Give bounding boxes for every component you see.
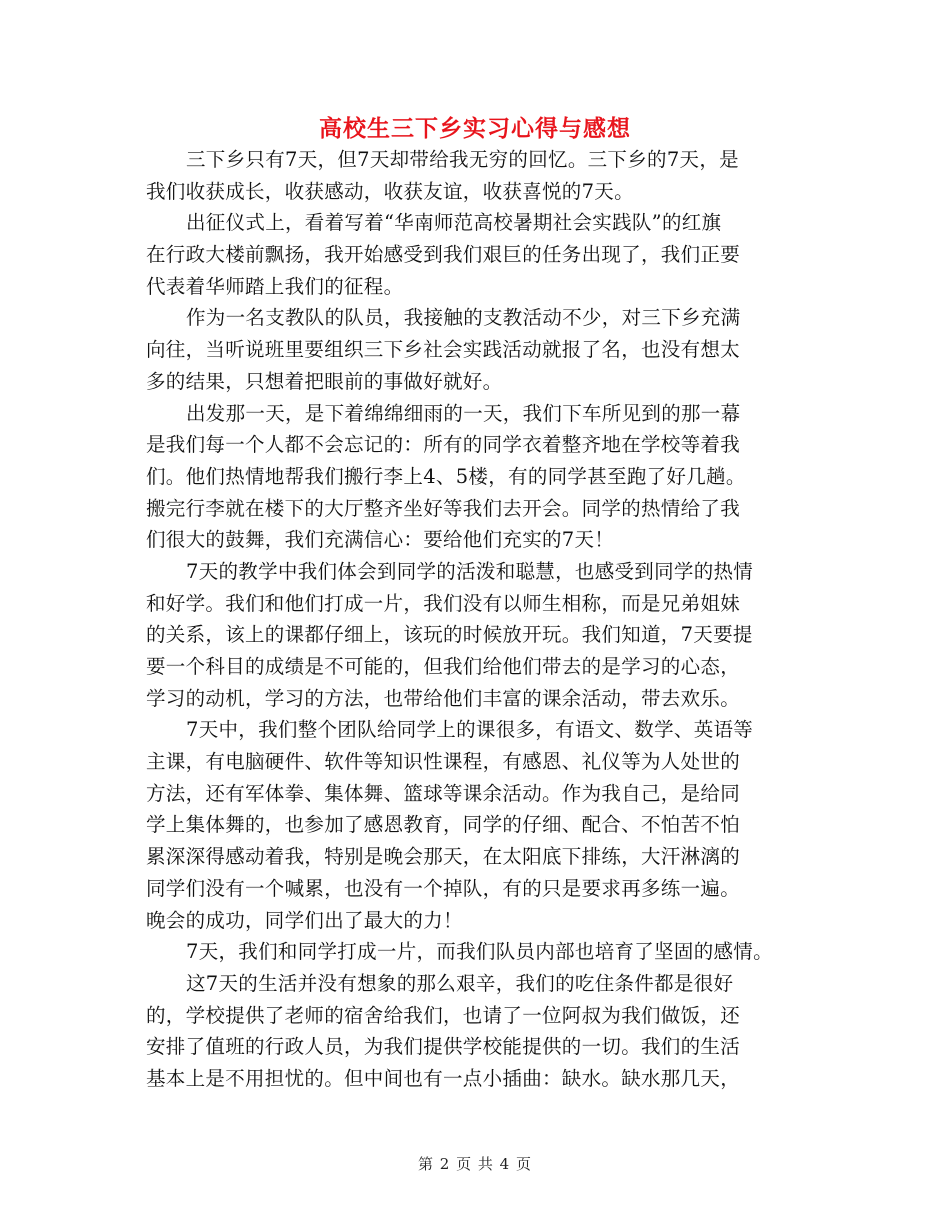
text-line: 学上集体舞的，也参加了感恩教育，同学的仔细、配合、不怕苦不怕 [146,813,741,837]
text-line: 是我们每一个人都不会忘记的：所有的同学衣着整齐地在学校等着我 [146,433,741,457]
text-line: 累深深得感动着我，特别是晚会那天，在太阳底下排练，大汗淋漓的 [146,845,741,869]
text-line: 们很大的鼓舞，我们充满信心：要给他们充实的7天！ [146,528,615,552]
text-line: 7天，我们和同学打成一片，而我们队员内部也培育了坚固的感情。 [186,940,773,964]
text-line: 作为一名支教队的队员，我接触的支教活动不少，对三下乡充满 [186,306,741,330]
text-line: 的关系，该上的课都仔细上，该玩的时候放开玩。我们知道，7天要提 [146,623,753,647]
text-line: 方法，还有军体拳、集体舞、篮球等课余活动。作为我自己，是给同 [146,781,741,805]
text-line: 搬完行李就在楼下的大厅整齐坐好等我们去开会。同学的热情给了我 [146,496,741,520]
text-line: 的，学校提供了老师的宿舍给我们，也请了一位阿叔为我们做饭，还 [146,1003,741,1027]
text-line: 出发那一天，是下着绵绵细雨的一天，我们下车所见到的那一幕 [186,401,741,425]
text-line: 们。他们热情地帮我们搬行李上4、5楼，有的同学甚至跑了好几趟。 [146,464,746,488]
document-title: 高校生三下乡实习心得与感想 [319,115,631,142]
text-line: 7天的教学中我们体会到同学的活泼和聪慧，也感受到同学的热情 [186,559,754,583]
text-line: 出征仪式上，看着写着“华南师范高校暑期社会实践队”的红旗 [186,211,722,235]
text-line: 晚会的成功，同学们出了最大的力！ [146,908,463,932]
text-line: 代表着华师踏上我们的征程。 [146,274,404,298]
text-line: 学习的动机，学习的方法，也带给他们丰富的课余活动，带去欢乐。 [146,686,741,710]
text-line: 和好学。我们和他们打成一片，我们没有以师生相称，而是兄弟姐妹 [146,591,741,615]
text-line: 主课，有电脑硬件、软件等知识性课程，有感恩、礼仪等为人处世的 [146,750,741,774]
text-line: 基本上是不用担忧的。但中间也有一点小插曲：缺水。缺水那几天， [146,1066,741,1090]
text-line: 这7天的生活并没有想象的那么艰辛，我们的吃住条件都是很好 [186,971,734,995]
text-line: 在行政大楼前飘扬，我开始感受到我们艰巨的任务出现了，我们正要 [146,243,741,267]
text-line: 三下乡只有7天，但7天却带给我无穷的回忆。三下乡的7天，是 [186,148,739,171]
text-line: 向往，当听说班里要组织三下乡社会实践活动就报了名，也没有想太 [146,338,741,362]
text-line: 同学们没有一个喊累，也没有一个掉队，有的只是要求再多练一遍。 [146,876,741,900]
text-line: 要一个科目的成绩是不可能的，但我们给他们带去的是学习的心态， [146,655,741,678]
text-line: 我们收获成长，收获感动，收获友谊，收获喜悦的7天。 [146,179,634,203]
page-footer: 第 2 页 共 4 页 [418,1155,532,1173]
document-body [146,144,810,1095]
text-line: 多的结果，只想着把眼前的事做好就好。 [146,369,503,393]
text-line: 安排了值班的行政人员，为我们提供学校能提供的一切。我们的生活 [146,1035,741,1059]
text-line: 7天中，我们整个团队给同学上的课很多，有语文、数学、英语等 [186,718,754,742]
